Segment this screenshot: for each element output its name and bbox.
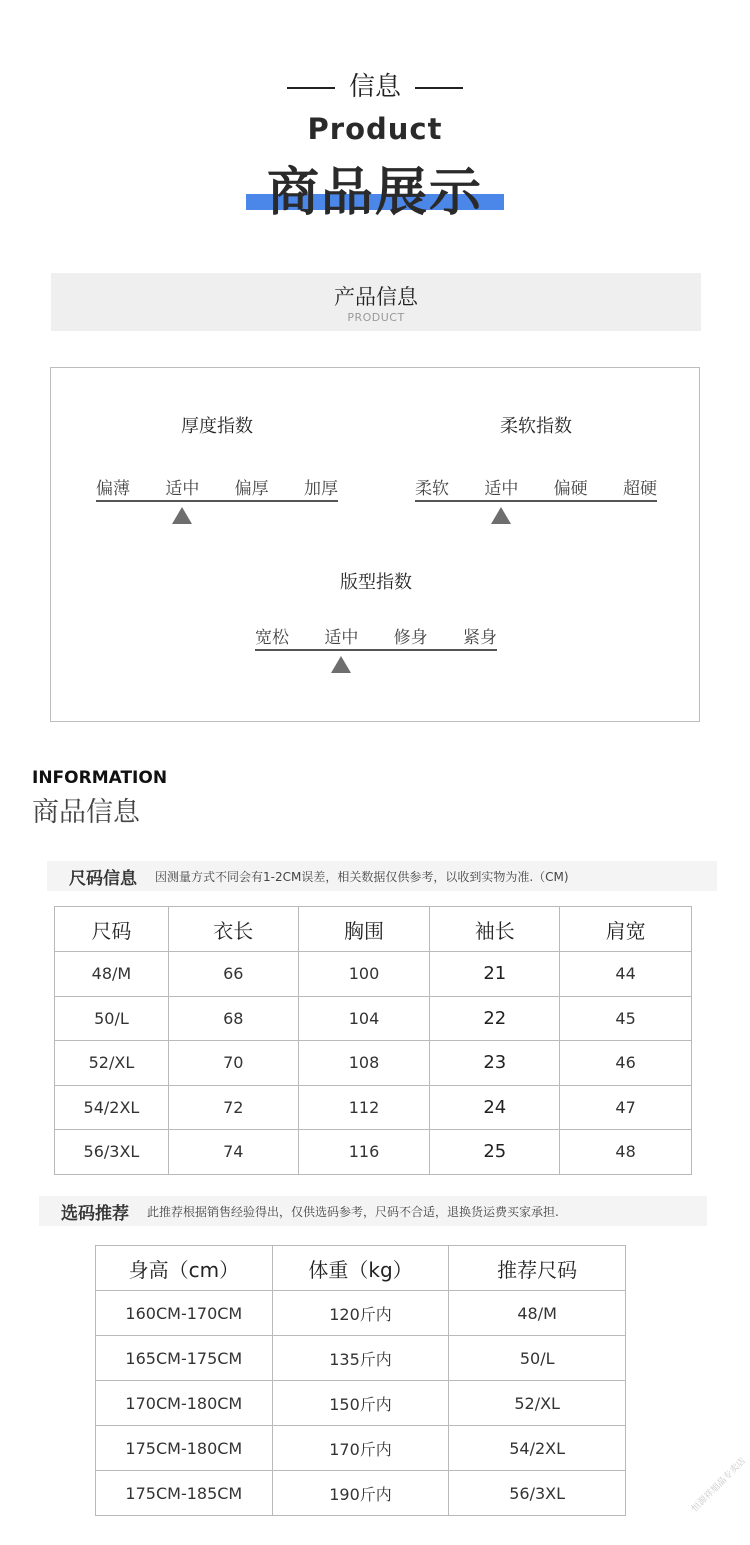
recommend-note: 此推荐根据销售经验得出，仅供选码参考，尺码不合适，退换货运费买家承担. <box>147 1204 559 1219</box>
table-row <box>55 1085 692 1130</box>
table-cell: 54/2XL <box>55 1085 169 1130</box>
thickness-option: 加厚 <box>303 479 338 499</box>
softness-index <box>415 412 657 532</box>
table-cell: 45 <box>560 996 692 1041</box>
table-cell: 48/M <box>449 1291 626 1336</box>
table-cell: 54/2XL <box>449 1426 626 1471</box>
table-row <box>96 1291 626 1336</box>
table-cell: 190斤内 <box>272 1471 449 1516</box>
table-row <box>96 1426 626 1471</box>
table-cell: 48 <box>560 1130 692 1175</box>
table-cell: 21 <box>430 952 560 997</box>
table-cell: 175CM-185CM <box>96 1471 273 1516</box>
table-cell: 56/3XL <box>55 1130 169 1175</box>
table-cell: 22 <box>430 996 560 1041</box>
recommend-strip <box>39 1196 707 1226</box>
fit-option: 修身 <box>393 628 428 648</box>
column-header: 胸围 <box>298 907 430 952</box>
softness-option: 适中 <box>484 479 519 499</box>
table-row <box>55 996 692 1041</box>
size-info-label: 尺码信息 <box>69 868 137 889</box>
table-cell: 72 <box>168 1085 298 1130</box>
table-cell: 170斤内 <box>272 1426 449 1471</box>
fit-scale-rule <box>255 649 497 651</box>
table-cell: 116 <box>298 1130 430 1175</box>
size-table <box>54 906 692 1175</box>
table-cell: 175CM-180CM <box>96 1426 273 1471</box>
softness-option: 偏硬 <box>553 479 588 499</box>
table-header-row <box>96 1246 626 1291</box>
product-info-banner <box>51 273 701 331</box>
table-row <box>55 1041 692 1086</box>
table-cell: 66 <box>168 952 298 997</box>
thickness-index-title: 厚度指数 <box>181 416 253 437</box>
softness-option: 柔软 <box>415 479 449 499</box>
table-row <box>96 1381 626 1426</box>
fit-index-title: 版型指数 <box>340 572 412 593</box>
thickness-index <box>96 412 338 532</box>
softness-scale-rule <box>415 500 657 502</box>
fit-option: 紧身 <box>462 628 497 648</box>
recommend-label: 选码推荐 <box>61 1203 129 1224</box>
column-header: 体重（kg） <box>272 1246 449 1291</box>
column-header: 身高（cm） <box>96 1246 273 1291</box>
information-english-heading: INFORMATION <box>32 768 168 788</box>
header-left-rule <box>287 87 335 89</box>
table-cell: 135斤内 <box>272 1336 449 1381</box>
table-header-row <box>55 907 692 952</box>
table-cell: 165CM-175CM <box>96 1336 273 1381</box>
table-cell: 24 <box>430 1085 560 1130</box>
fit-indicator-icon <box>331 656 351 673</box>
table-cell: 50/L <box>55 996 169 1041</box>
column-header: 肩宽 <box>560 907 692 952</box>
table-cell: 68 <box>168 996 298 1041</box>
thickness-scale-rule <box>96 500 338 502</box>
table-cell: 104 <box>298 996 430 1041</box>
table-cell: 170CM-180CM <box>96 1381 273 1426</box>
softness-option: 超硬 <box>622 479 657 499</box>
table-row <box>55 1130 692 1175</box>
banner-title: 产品信息 <box>334 285 418 309</box>
recommend-table <box>95 1245 626 1516</box>
banner-subtitle: PRODUCT <box>347 311 405 324</box>
table-cell: 52/XL <box>55 1041 169 1086</box>
table-cell: 48/M <box>55 952 169 997</box>
table-cell: 120斤内 <box>272 1291 449 1336</box>
fit-option: 适中 <box>324 628 359 648</box>
header-top-text: 信息 <box>348 72 401 102</box>
column-header: 尺码 <box>55 907 169 952</box>
header-chinese-title: 商品展示 <box>266 163 483 223</box>
section-header-label <box>0 66 750 103</box>
store-watermark: 恒源祥旭晶专卖店 <box>690 1456 749 1515</box>
softness-index-options <box>415 474 657 499</box>
table-row <box>96 1471 626 1516</box>
table-cell: 52/XL <box>449 1381 626 1426</box>
table-cell: 46 <box>560 1041 692 1086</box>
header-english-title: Product <box>307 112 443 146</box>
thickness-indicator-icon <box>172 507 192 524</box>
table-cell: 25 <box>430 1130 560 1175</box>
table-cell: 56/3XL <box>449 1471 626 1516</box>
softness-indicator-icon <box>491 507 511 524</box>
thickness-option: 适中 <box>165 479 200 499</box>
softness-index-title: 柔软指数 <box>500 416 572 437</box>
table-cell: 47 <box>560 1085 692 1130</box>
header-right-rule <box>415 87 463 89</box>
table-cell: 150斤内 <box>272 1381 449 1426</box>
table-cell: 74 <box>168 1130 298 1175</box>
table-cell: 50/L <box>449 1336 626 1381</box>
table-cell: 112 <box>298 1085 430 1130</box>
information-chinese-heading: 商品信息 <box>32 797 140 828</box>
thickness-index-options <box>96 474 338 499</box>
thickness-option: 偏薄 <box>96 479 130 499</box>
table-cell: 23 <box>430 1041 560 1086</box>
column-header: 推荐尺码 <box>449 1246 626 1291</box>
table-row <box>55 952 692 997</box>
table-row <box>96 1336 626 1381</box>
table-cell: 44 <box>560 952 692 997</box>
column-header: 袖长 <box>430 907 560 952</box>
fit-index-options <box>255 623 497 648</box>
fit-option: 宽松 <box>255 628 289 648</box>
size-info-note: 因测量方式不同会有1-2CM误差，相关数据仅供参考，以收到实物为准.（CM) <box>155 869 569 884</box>
fit-index <box>255 568 497 688</box>
size-info-strip <box>47 861 717 891</box>
thickness-option: 偏厚 <box>234 479 269 499</box>
table-cell: 100 <box>298 952 430 997</box>
table-cell: 160CM-170CM <box>96 1291 273 1336</box>
table-cell: 108 <box>298 1041 430 1086</box>
index-panel <box>50 367 700 722</box>
table-cell: 70 <box>168 1041 298 1086</box>
column-header: 衣长 <box>168 907 298 952</box>
